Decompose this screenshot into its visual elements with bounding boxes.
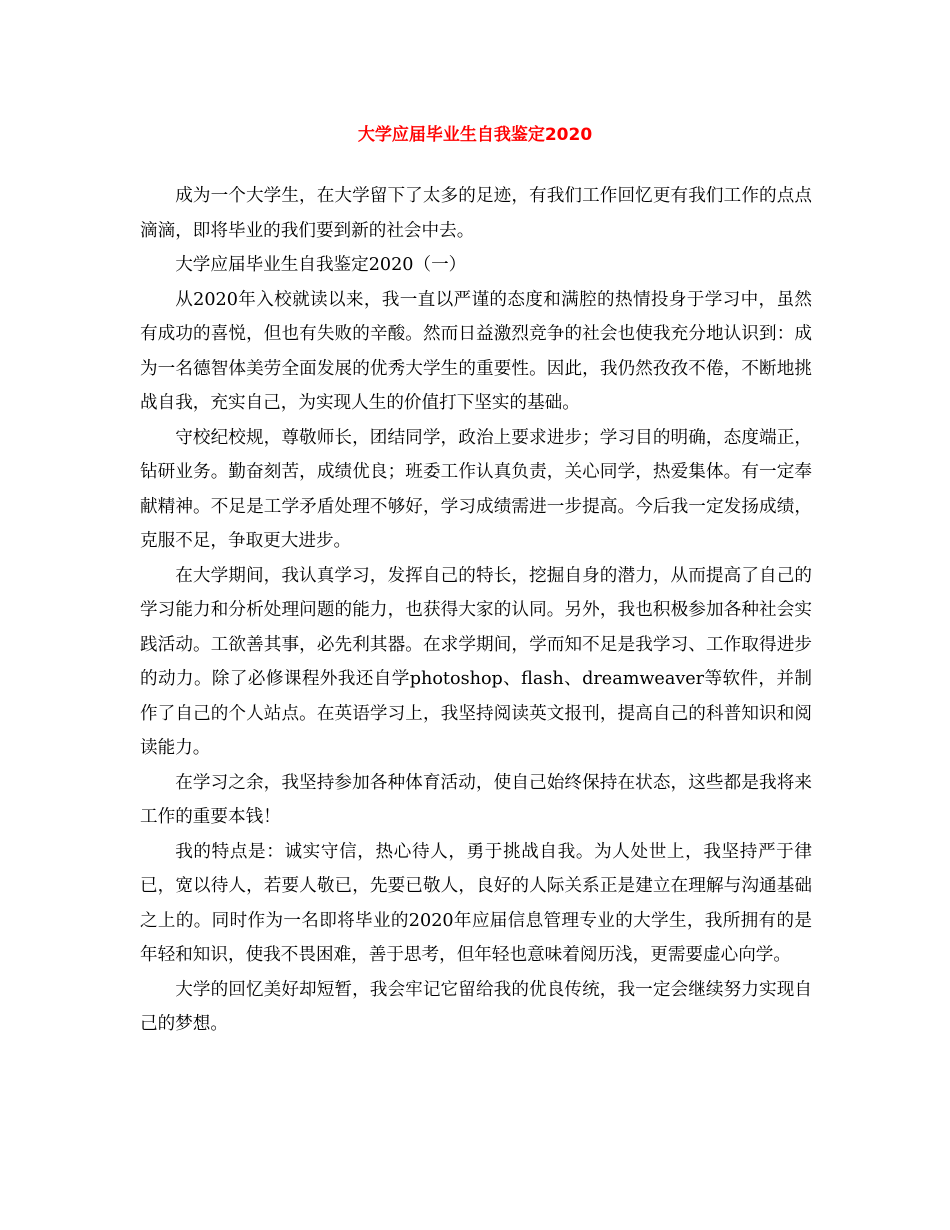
paragraph-university-period: 在大学期间，我认真学习，发挥自己的特长，挖掘自身的潜力，从而提高了自己的学习能力和分析处理问题的能力，也获得大家的认同。另外，我也积极参加各种社会实践活动。工欲善其事，必先利其器。在求学期间，学而知不足是我学习、工作取得进步的动力。除了必修课程外我还自学photoshop、flash、dreamweaver等软件，并制作了自己的个人站点。在英语学习上，我坚持阅读英文报刊，提高自己的科普知识和阅读能力。 [140,565,812,758]
paragraph-personal-traits: 我的特点是：诚实守信，热心待人，勇于挑战自我。为人处世上，我坚持严于律已，宽以待人，若要人敬已，先要已敬人，良好的人际关系正是建立在理解与沟通基础之上的。同时作为一名即将毕业的2020年应届信息管理专业的大学生，我所拥有的是年轻和知识，使我不畏困难，善于思考，但年轻也意味着阅历浅，更需要虚心向学。 [140,841,812,965]
paragraph-intro: 成为一个大学生，在大学留下了太多的足迹，有我们工作回忆更有我们工作的点点滴滴，即将毕业的我们要到新的社会中去。 [140,186,812,241]
paragraph-conclusion: 大学的回忆美好却短暂，我会牢记它留给我的优良传统，我一定会继续努力实现自己的梦想。 [140,979,812,1034]
paragraph-sports: 在学习之余，我坚持参加各种体育活动，使自己始终保持在状态，这些都是我将来工作的重要本钱！ [140,772,812,827]
section-heading: 大学应届毕业生自我鉴定2020（一） [175,255,467,275]
document-body [140,179,812,1042]
paragraph-discipline: 守校纪校规，尊敬师长，团结同学，政治上要求进步；学习目的明确，态度端正，钻研业务。勤奋刻苦，成绩优良；班委工作认真负责，关心同学，热爱集体。有一定奉献精神。不足是工学矛盾处理不够好，学习成绩需进一步提高。今后我一定发扬成绩，克服不足，争取更大进步。 [140,427,812,551]
document-title: 大学应届毕业生自我鉴定2020 [357,125,593,145]
paragraph-study-attitude: 从2020年入校就读以来，我一直以严谨的态度和满腔的热情投身于学习中，虽然有成功的喜悦，但也有失败的辛酸。然而日益激烈竞争的社会也使我充分地认识到：成为一名德智体美劳全面发展的优秀大学生的重要性。因此，我仍然孜孜不倦，不断地挑战自我，充实自己，为实现人生的价值打下坚实的基础。 [140,289,812,413]
